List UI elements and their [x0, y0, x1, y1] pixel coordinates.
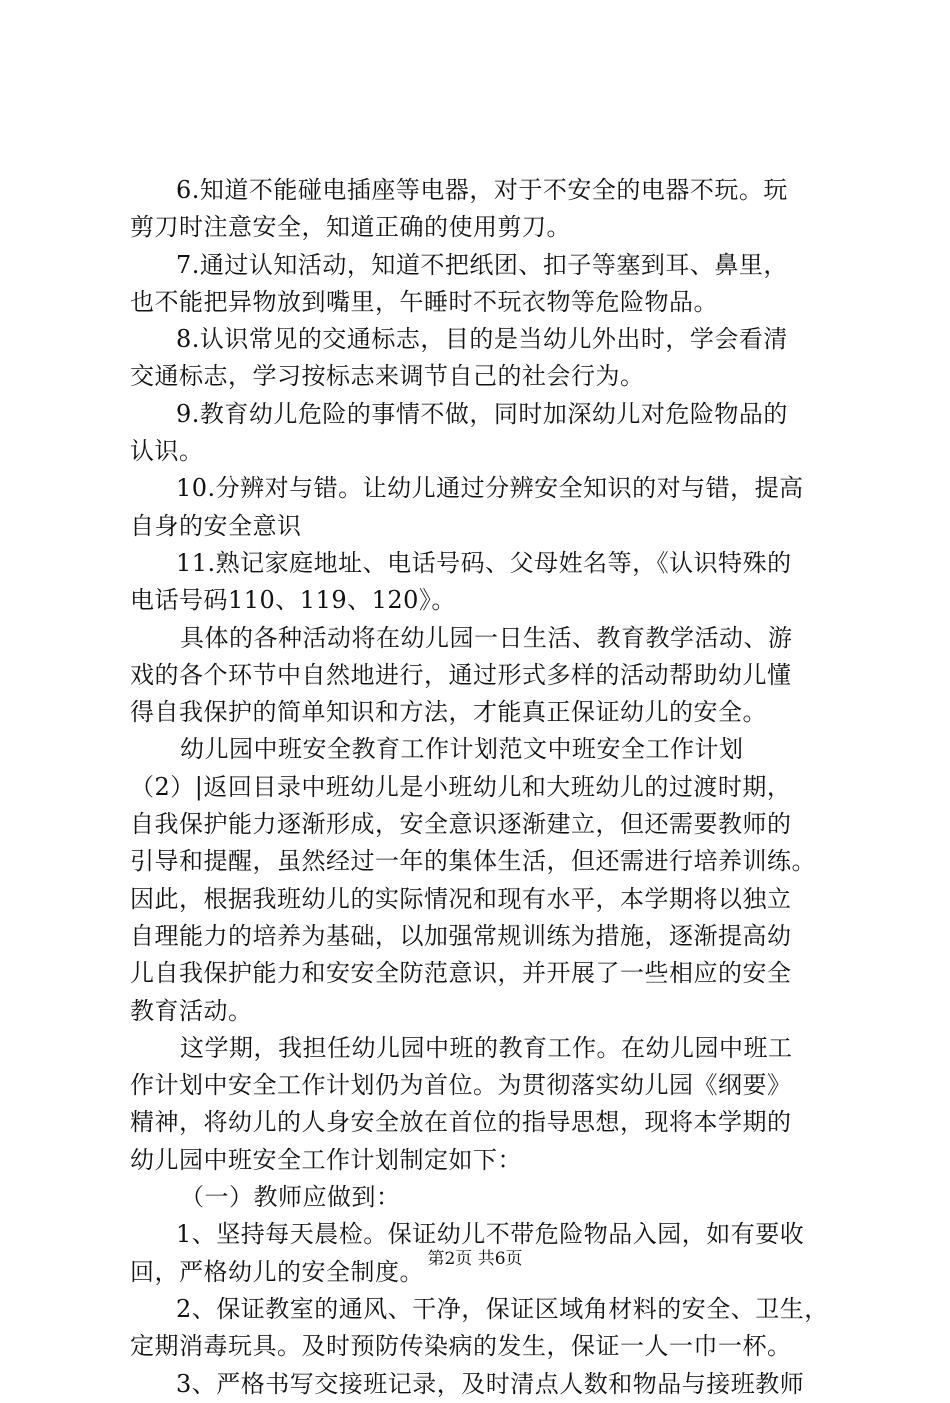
text-line: 2、保证教室的通风、干净，保证区域角材料的安全、卫生，: [176, 1294, 829, 1323]
text-line: 自身的安全意识: [130, 511, 302, 540]
text-line: 具体的各种活动将在幼儿园一日生活、教育教学活动、游: [180, 623, 793, 652]
page-footer: 第2页 共6页: [427, 1249, 523, 1269]
text-line: 作计划中安全工作计划仍为首位。为贯彻落实幼儿园《纲要》: [130, 1071, 792, 1100]
text-line: 7.通过认知活动，知道不把纸团、扣子等塞到耳、鼻里，: [176, 250, 788, 279]
text-line: 3、严格书写交接班记录，及时清点人数和物品与接班教师: [176, 1369, 805, 1398]
text-line: 11.熟记家庭地址、电话号码、父母姓名等，《认识特殊的: [176, 548, 792, 577]
text-line: 教育活动。: [130, 996, 253, 1025]
text-line: 10.分辨对与错。让幼儿通过分辨安全知识的对与错，提高: [176, 474, 804, 503]
text-line: 定期消毒玩具。及时预防传染病的发生，保证一人一巾一杯。: [130, 1332, 792, 1361]
text-line: 得自我保护的简单知识和方法，才能真正保证幼儿的安全。: [130, 698, 767, 727]
text-line: 戏的各个环节中自然地进行，通过形式多样的活动帮助幼儿懂: [130, 660, 792, 689]
text-line: 精神，将幼儿的人身安全放在首位的指导思想，现将本学期的: [130, 1108, 792, 1137]
document-body: [130, 172, 832, 1403]
text-line: 交通标志，学习按标志来调节自己的社会行为。: [130, 362, 645, 391]
text-line: 也不能把异物放到嘴里，午睡时不玩衣物等危险物品。: [130, 287, 718, 316]
section-heading-line: 幼儿园中班安全教育工作计划范文中班安全工作计划: [180, 735, 744, 764]
text-line: 儿自我保护能力和安安全防范意识，并开展了一些相应的安全: [130, 959, 792, 988]
text-line: 认识。: [130, 437, 204, 466]
text-line: 6.知道不能碰电插座等电器，对于不安全的电器不玩。玩: [176, 176, 788, 204]
text-line: 剪刀时注意安全，知道正确的使用剪刀。: [130, 213, 571, 242]
text-line: 引导和提醒，虽然经过一年的集体生活，但还需进行培养训练。: [130, 847, 816, 876]
text-line: 自理能力的培养为基础，以加强常规训练为措施，逐渐提高幼: [130, 921, 792, 950]
text-line: 这学期，我担任幼儿园中班的教育工作。在幼儿园中班工: [180, 1033, 793, 1062]
text-line: 自我保护能力逐渐形成，安全意识逐渐建立，但还需要教师的: [130, 810, 792, 839]
text-line: 幼儿园中班安全工作计划制定如下：: [130, 1145, 522, 1174]
text-line: 8.认识常见的交通标志，目的是当幼儿外出时，学会看清: [176, 325, 788, 354]
subheading-line: （一）教师应做到：: [180, 1183, 401, 1212]
text-line: （2）|返回目录中班幼儿是小班幼儿和大班幼儿的过渡时期，: [130, 772, 792, 801]
text-line: 回，严格幼儿的安全制度。: [130, 1257, 424, 1286]
text-line: 9.教育幼儿危险的事情不做，同时加深幼儿对危险物品的: [176, 399, 788, 428]
text-line: 电话号码110、119、120》。: [130, 586, 456, 615]
text-line: 1、坚持每天晨检。保证幼儿不带危险物品入园，如有要收: [176, 1220, 805, 1249]
text-line: 因此，根据我班幼儿的实际情况和现有水平，本学期将以独立: [130, 884, 792, 913]
